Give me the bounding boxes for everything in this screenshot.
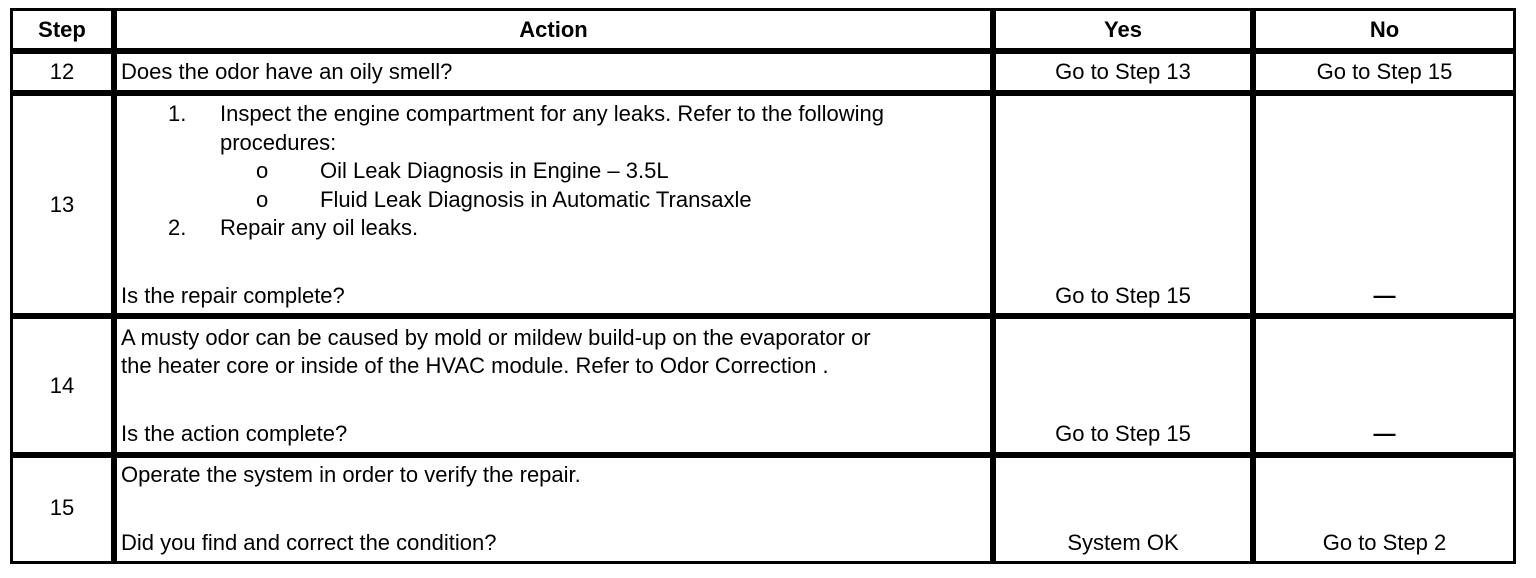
- list-number: 1.: [168, 101, 187, 126]
- step-number: 13: [49, 192, 75, 217]
- row-divider: [10, 313, 1516, 319]
- list-item: [168, 214, 986, 243]
- bullet-icon: o: [256, 158, 269, 183]
- bullet-icon: o: [256, 186, 269, 212]
- yes-result: Go to Step 15: [1055, 283, 1191, 308]
- list-item: [168, 100, 986, 129]
- sub-list-item: [168, 186, 986, 215]
- question-text: Is the repair complete?: [121, 283, 345, 308]
- step-number: 15: [49, 495, 75, 520]
- header-yes: Yes: [1104, 17, 1142, 42]
- list-text: Inspect the engine compartment for any leaks. Refer to the following: [220, 101, 885, 126]
- sub-item-link[interactable]: Oil Leak Diagnosis in Engine – 3.5L: [320, 158, 669, 183]
- row-divider: [10, 48, 1516, 54]
- action-text: A musty odor can be caused by mold or mildew build-up on the evaporator or: [121, 325, 871, 350]
- list-number: 2.: [168, 215, 187, 240]
- row-divider: [10, 452, 1516, 458]
- action-list: [168, 100, 986, 243]
- yes-result: Go to Step 13: [1055, 59, 1191, 84]
- list-item-continuation: [168, 129, 986, 158]
- question-text: Is the action complete?: [121, 421, 348, 446]
- yes-result: Go to Step 15: [1055, 421, 1191, 446]
- header-step: Step: [38, 17, 86, 42]
- header-no: No: [1369, 17, 1400, 42]
- action-text: the heater core or inside of the HVAC module. Refer to Odor Correction .: [121, 353, 829, 378]
- list-text: procedures:: [220, 129, 337, 155]
- action-text: Operate the system in order to verify the repair.: [121, 462, 581, 487]
- header-action: Action: [519, 17, 588, 42]
- row-divider: [10, 90, 1516, 96]
- no-result: —: [1373, 421, 1396, 446]
- list-text: Repair any oil leaks.: [220, 215, 419, 240]
- step-number: 12: [49, 59, 75, 84]
- question-text: Did you find and correct the condition?: [121, 530, 497, 555]
- action-text: Does the odor have an oily smell?: [121, 59, 453, 84]
- sub-list-item: [168, 157, 986, 186]
- no-result: Go to Step 15: [1316, 59, 1453, 84]
- no-result: —: [1373, 283, 1396, 308]
- no-result: Go to Step 2: [1322, 530, 1447, 555]
- step-number: 14: [49, 373, 75, 398]
- sub-item-link[interactable]: Fluid Leak Diagnosis in Automatic Transaxle: [320, 186, 752, 212]
- yes-result: System OK: [1067, 530, 1179, 555]
